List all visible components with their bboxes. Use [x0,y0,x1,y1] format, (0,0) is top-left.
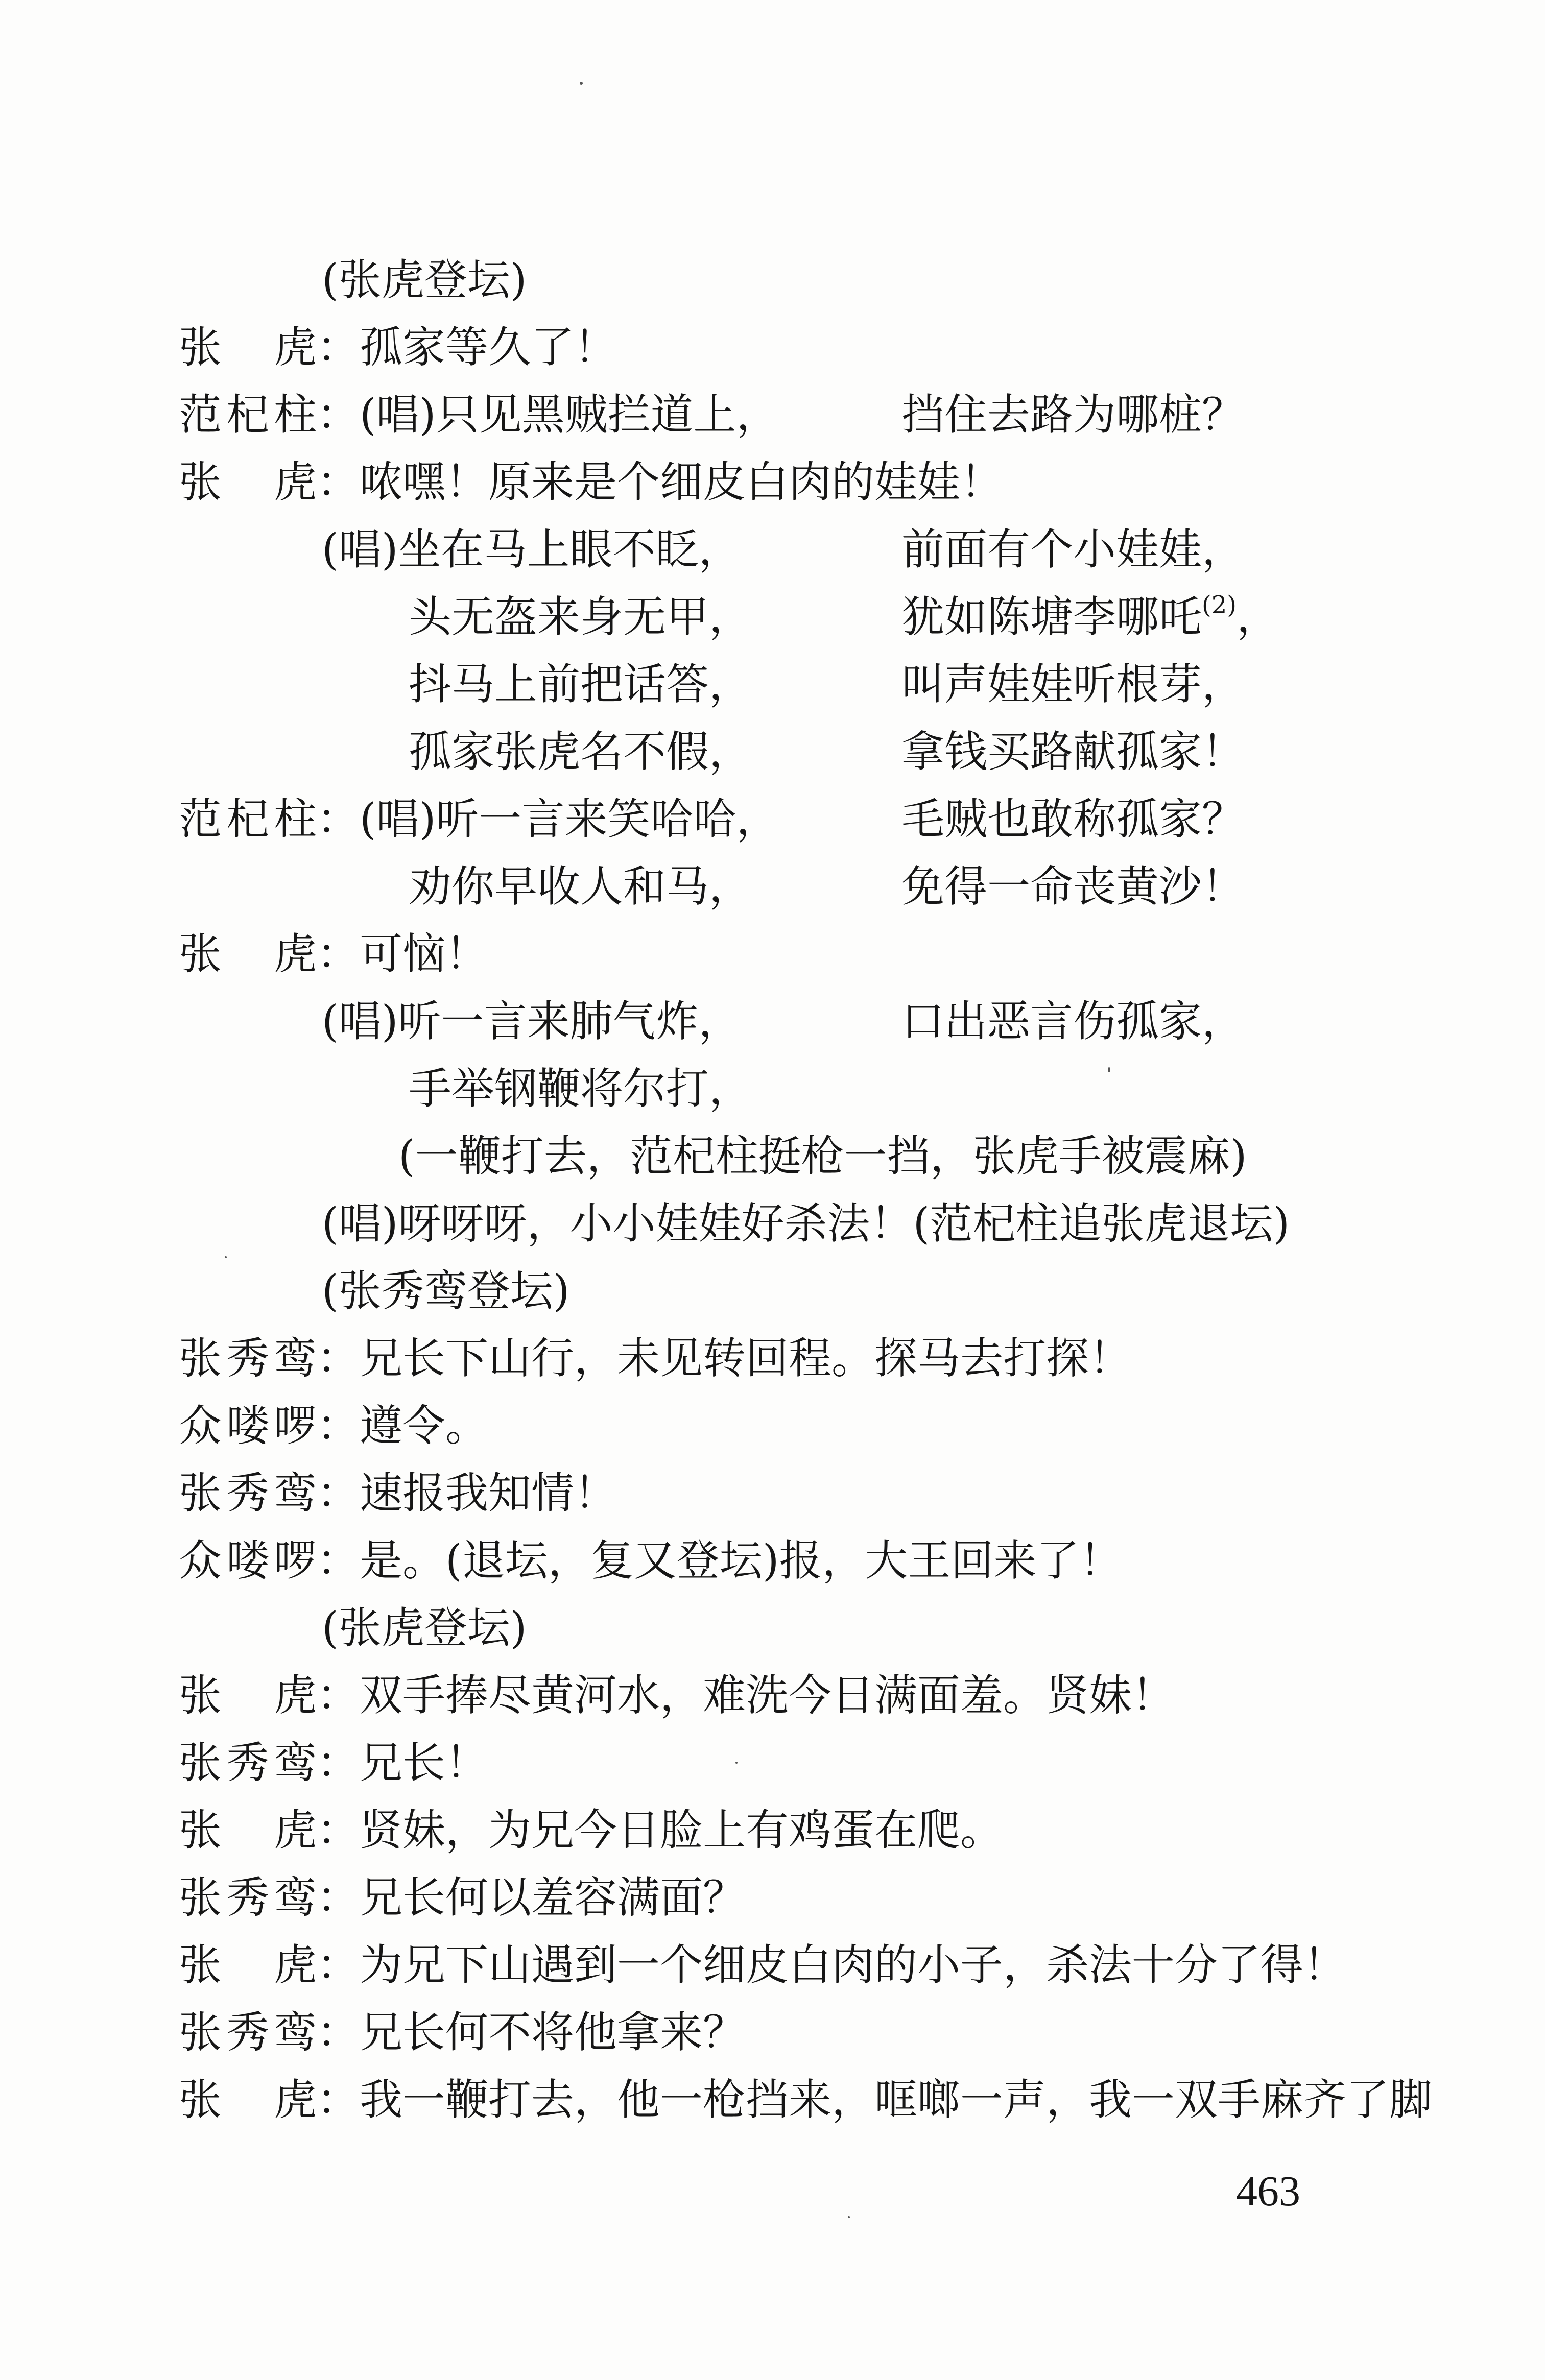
dialogue-line [179,794,779,845]
dialogue-text: 我一鞭打去，他一枪挡来，哐啷一声，我一双手麻齐了脚 [360,2075,1433,2125]
colon: ： [317,1940,360,1990]
colon: ： [317,794,360,844]
verse-second-half: 前面有个小娃娃， [901,524,1245,574]
colon: ： [317,1670,360,1720]
speaker-name: 张 虎 [179,322,317,372]
dialogue-text: 遵令。 [360,1401,489,1451]
colon: ： [317,1805,360,1855]
colon: ： [317,929,360,979]
verse-first-half: 孤家张虎名不假， [409,727,752,777]
speaker-name: 张 虎 [179,2075,317,2125]
dialogue-line [179,1333,1132,1384]
colon: ： [317,1401,360,1451]
colon: ： [317,322,360,372]
direction-text: (张秀鸾登坛) [322,1266,570,1316]
speaker-name: 张 虎 [179,929,317,979]
verse-second-half: 口出恶言伤孤家， [901,996,1245,1046]
dialogue-text: 兄长！ [360,1738,489,1788]
dialogue-text: 兄长何不将他拿来？ [360,2007,746,2057]
dialogue-text: 为兄下山遇到一个细皮白肉的小子，杀法十分了得！ [360,1940,1347,1990]
speaker-name: 众喽啰 [179,1401,317,1451]
stage-direction: (一鞭打去，范杞柱挺枪一挡，张虎手被震麻) [398,1131,1247,1181]
speaker-name: 张 虎 [179,1805,317,1855]
colon: ： [317,1535,360,1585]
verse-second-half: 免得一命丧黄沙！ [901,861,1245,911]
speaker-name: 众喽啰 [179,1535,317,1585]
dialogue-line [179,1468,617,1519]
dialogue-line [179,2074,1432,2125]
dialogue-text: 兄长何以羞容满面？ [360,1872,746,1922]
dialogue-line [179,1939,1346,1990]
direction-text: (张虎登坛) [322,1603,527,1653]
stage-direction [322,254,527,305]
dialogue-line [179,389,779,440]
colon: ： [317,1872,360,1922]
page-number: 463 [1236,2168,1300,2215]
verse-second-half [901,591,1279,642]
dialogue-line [179,1670,1175,1721]
dialogue-line [179,928,488,979]
verse-line: (唱)呀呀呀，小小娃娃好杀法！(范杞柱追张虎退坛) [322,1198,1290,1248]
dialogue-line [179,1872,746,1923]
dialogue-text: 贤妹，为兄今日脸上有鸡蛋在爬。 [360,1805,1004,1855]
dialogue-text: (唱)听一言来笑哈哈， [360,794,779,844]
verse-first-half: (唱)坐在马上眼不眨， [322,524,742,574]
dialogue-line [179,456,1003,508]
scan-speck [225,1256,227,1258]
colon: ： [317,1468,360,1518]
dialogue-text: 可恼！ [360,929,489,979]
dialogue-text: (唱)只见黑贼拦道上， [360,390,779,440]
verse-second-half: 拿钱买路献孤家！ [901,727,1245,777]
verse-first-half: (唱)听一言来肺气炸， [322,996,742,1046]
colon: ： [317,2007,360,2057]
speaker-name: 张 虎 [179,1940,317,1990]
colon: ： [317,457,360,507]
speaker-name: 张秀鸾 [179,1872,317,1922]
verse-first-half: 抖马上前把话答， [409,659,752,709]
stage-direction [322,1602,527,1653]
colon: ： [317,2075,360,2125]
speaker-name: 范杞柱 [179,390,317,440]
dialogue-text: 兄长下山行，未见转回程。探马去打探！ [360,1333,1132,1383]
dialogue-line [179,1535,1123,1586]
colon: ： [317,390,360,440]
dialogue-text: 速报我知情！ [360,1468,617,1518]
dialogue-line [179,2007,746,2058]
scan-speck [580,82,583,85]
verse-punctuation: ， [1237,592,1280,642]
dialogue-text: 双手捧尽黄河水，难洗今日满面羞。贤妹！ [360,1670,1175,1720]
speaker-name: 范杞柱 [179,794,317,844]
speaker-name: 张秀鸾 [179,1468,317,1518]
stage-direction [322,1265,570,1316]
dialogue-line [179,1805,1003,1856]
speaker-name: 张 虎 [179,1670,317,1720]
dialogue-text: 孤家等久了！ [360,322,617,372]
direction-text: (张虎登坛) [322,255,527,305]
dialogue-line [179,1400,488,1451]
dialogue-text: 是。(退坛，复又登坛)报，大王回来了！ [360,1535,1123,1585]
dialogue-line [179,322,617,373]
speaker-name: 张秀鸾 [179,1738,317,1788]
verse-text: 犹如陈塘李哪吒 [901,592,1202,642]
dialogue-text: 哝嘿！原来是个细皮白肉的娃娃！ [360,457,1004,507]
speaker-name: 张秀鸾 [179,1333,317,1383]
verse-first-half: 头无盔来身无甲， [409,592,752,642]
verse-second-half: 毛贼也敢称孤家？ [901,794,1245,844]
scan-speck [848,2216,850,2218]
verse-first-half: 手举钢鞭将尔打， [409,1064,752,1114]
dialogue-line [179,1737,488,1788]
speaker-name: 张 虎 [179,457,317,507]
colon: ： [317,1333,360,1383]
footnote-marker: (2) [1202,591,1237,619]
speaker-name: 张秀鸾 [179,2007,317,2057]
verse-first-half: 劝你早收人和马， [409,861,752,911]
colon: ： [317,1738,360,1788]
scan-speck [735,1762,738,1764]
verse-second-half: 叫声娃娃听根芽， [901,659,1245,709]
verse-second-half: 挡住去路为哪桩？ [901,390,1245,440]
scan-speck [1108,1067,1110,1072]
